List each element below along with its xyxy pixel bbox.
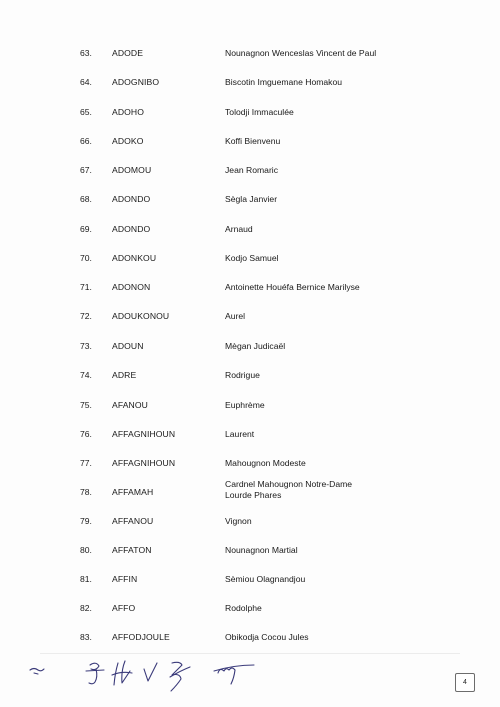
entry-given-names: Laurent <box>225 429 255 439</box>
entry-number: 66. <box>80 136 92 146</box>
signatures <box>20 655 280 700</box>
entry-surname: ADOUKONOU <box>112 311 170 321</box>
entry-given-names: Rodrigue <box>225 370 260 380</box>
entry-given-names: Tolodji Immaculée <box>225 107 294 117</box>
entry-given-names: Euphrème <box>225 400 265 410</box>
entry-number: 80. <box>80 545 92 555</box>
entry-surname: AFFAMAH <box>112 487 154 497</box>
entry-given-names: Cardnel Mahougnon Notre-Dame Lourde Phares <box>225 479 353 500</box>
entry-surname: AFFAGNIHOUN <box>112 429 176 439</box>
page-number: 4 <box>463 679 467 686</box>
entry-number: 71. <box>80 282 92 292</box>
entry-surname: AFANOU <box>112 400 148 410</box>
entry-number: 82. <box>80 603 92 613</box>
entry-given-names: Obikodja Cocou Jules <box>225 632 309 642</box>
entry-number: 74. <box>80 370 92 380</box>
entry-surname: AFFATON <box>112 545 152 555</box>
entry-given-names: Sègla Janvier <box>225 194 278 204</box>
entry-surname: ADONDO <box>112 194 151 204</box>
entry-surname: ADONKOU <box>112 253 157 263</box>
entry-surname: ADOMOU <box>112 165 152 175</box>
entry-number: 78. <box>80 487 92 497</box>
entry-number: 65. <box>80 107 92 117</box>
entry-surname: ADODE <box>112 48 144 58</box>
entry-given-names: Mègan Judicaël <box>225 341 286 351</box>
entry-surname: ADOHO <box>112 107 145 117</box>
entry-number: 67. <box>80 165 92 175</box>
entry-given-names: Kodjo Samuel <box>225 253 279 263</box>
entry-given-names: Sèmiou Olagnandjou <box>225 574 306 584</box>
entry-number: 69. <box>80 224 92 234</box>
entry-given-names: Rodolphe <box>225 603 262 613</box>
entry-number: 63. <box>80 48 92 58</box>
entry-number: 83. <box>80 632 92 642</box>
entry-number: 73. <box>80 341 92 351</box>
entry-surname: ADONON <box>112 282 151 292</box>
entry-number: 79. <box>80 516 92 526</box>
entry-surname: ADOUN <box>112 341 144 351</box>
entry-number: 70. <box>80 253 92 263</box>
entry-number: 68. <box>80 194 92 204</box>
entry-surname: ADOGNIBO <box>112 77 160 87</box>
entry-surname: AFFAGNIHOUN <box>112 458 176 468</box>
entry-number: 64. <box>80 77 92 87</box>
entry-surname: AFFANOU <box>112 516 154 526</box>
entry-given-names: Jean Romaric <box>225 165 279 175</box>
entry-given-names: Mahougnon Modeste <box>225 458 306 468</box>
entry-surname: AFFODJOULE <box>112 632 170 642</box>
entry-surname: ADOKO <box>112 136 144 146</box>
entry-number: 77. <box>80 458 92 468</box>
entry-given-names: Nounagnon Wenceslas Vincent de Paul <box>225 48 377 58</box>
entry-given-names: Nounagnon Martial <box>225 545 298 555</box>
entry-surname: ADONDO <box>112 224 151 234</box>
entry-given-names: Arnaud <box>225 224 253 234</box>
entry-given-names: Biscotin Imguemane Homakou <box>225 77 343 87</box>
entry-surname: ADRE <box>112 370 137 380</box>
entry-number: 72. <box>80 311 92 321</box>
entry-number: 75. <box>80 400 92 410</box>
entry-surname: AFFIN <box>112 574 138 584</box>
entry-given-names: Vignon <box>225 516 252 526</box>
entry-number: 81. <box>80 574 92 584</box>
entry-given-names: Aurel <box>225 311 246 321</box>
entry-number: 76. <box>80 429 92 439</box>
entry-given-names: Koffi Bienvenu <box>225 136 281 146</box>
footer-divider <box>40 653 460 654</box>
page-number-box <box>455 673 475 692</box>
entry-surname: AFFO <box>112 603 136 613</box>
entry-given-names: Antoinette Houéfa Bernice Marilyse <box>225 282 360 292</box>
